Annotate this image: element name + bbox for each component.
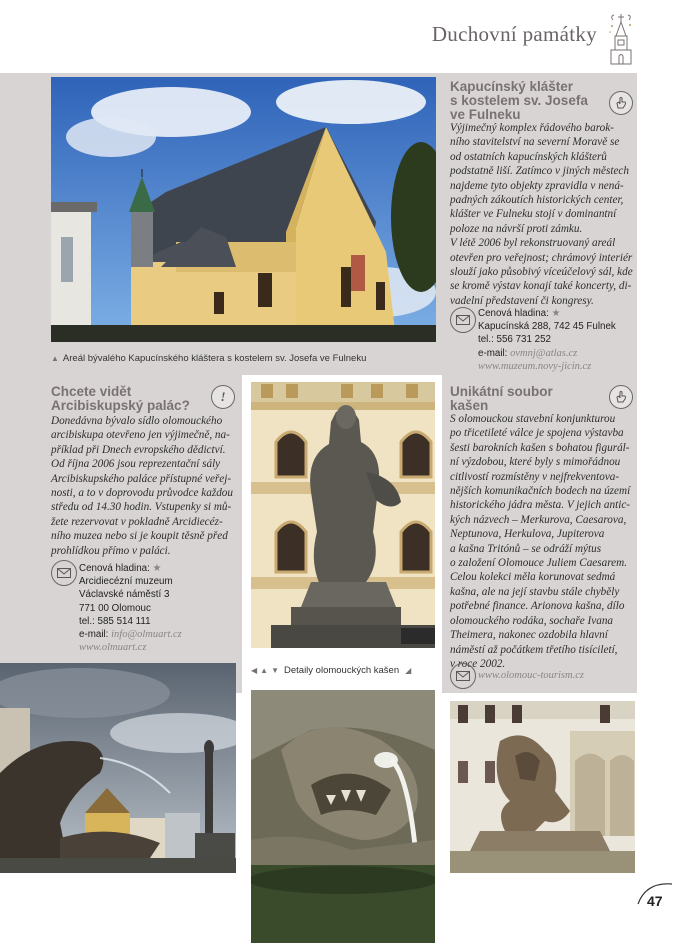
- triangle-up-icon: ▲: [51, 354, 59, 363]
- photo-fountain-detail: [251, 690, 435, 943]
- fountain-caption: ◀ ▲ ▼ Detaily olomouckých kašen ◢: [251, 665, 412, 676]
- article-palace-title: Chcete vidět Arcibiskupský palác?: [51, 384, 190, 413]
- article-fountains-title: Unikátní soubor kašen: [450, 384, 553, 413]
- web-link[interactable]: www.muzeum.novy-jicin.cz: [478, 360, 592, 372]
- envelope-icon: [51, 560, 77, 586]
- article-fulnek-title: Kapucínský klášter s kostelem sv. Josefa ve Fulneku: [450, 79, 588, 122]
- triangle-up-icon: ▲: [260, 666, 269, 675]
- hand-pointer-icon: [609, 385, 633, 409]
- church-emblem-icon: [606, 12, 636, 66]
- hand-pointer-icon: [609, 91, 633, 115]
- page-number: 47: [647, 893, 663, 909]
- triangle-corner-icon: ◢: [405, 666, 412, 675]
- exclamation-icon: !: [211, 385, 235, 409]
- article-palace-contact: Cenová hladina: ★ Arcidiecézní muzeum Václavské náměstí 3 771 00 Olomouc tel.: 585 514 111 e-mail: info@olmuart.cz www.olmuart.cz: [79, 563, 182, 654]
- article-fulnek-body: Výjimečný komplex řádového barok- ního stavitelství na severní Moravě se od ostatních kapucínských klášterů podstatně liší. Zatímco v jiných městech najdeme tyto objekty zpravidla v nená- padných zákoutích historických center, klášter ve Fulneku stojí v dominantní poloze na návrší proti zámku. V létě 2006 byl rekonstruovaný areál otevřen pro veřejnost; chrámový interiér slouží jako působivý víceúčelový sál, kde se kromě výstav konají také koncerty, di- vadelní představení či kongresy.: [450, 122, 633, 307]
- triangle-left-icon: ◀: [251, 666, 258, 675]
- price-star-icon: ★: [152, 563, 162, 574]
- section-title: Duchovní památky: [431, 22, 597, 46]
- photo-horse-fountain: [450, 701, 635, 873]
- email-link[interactable]: info@olmuart.cz: [111, 629, 182, 641]
- email-link[interactable]: ovmnj@atlas.cz: [510, 347, 578, 359]
- envelope-icon: [450, 663, 476, 689]
- article-fulnek-contact: Cenová hladina: ★ Kapucínská 288, 742 45 Fulnek tel.: 556 731 252 e-mail: ovmnj@atlas.cz www.muzeum.novy-jicin.cz: [478, 308, 616, 372]
- photo-fountain-statue: [251, 382, 435, 648]
- web-link[interactable]: www.olomouc-tourism.cz: [478, 670, 584, 681]
- photo-fulnek-church: [51, 77, 436, 342]
- main-photo-caption: ▲ Areál bývalého Kapucínského kláštera s kostelem sv. Josefa ve Fulneku: [51, 353, 367, 364]
- price-star-icon: ★: [551, 308, 561, 319]
- triangle-down-icon: ▼: [271, 666, 279, 675]
- article-palace-body: Donedávna bývalo sídlo olomouckého arcibiskupa otevřeno jen výjimečně, na- příklad při Dnech evropského dědictví. Od října 2006 jsou reprezentační sály Arcibiskupského paláce přístupné veřej- nosti, a to v doprovodu průvodce každou středu od 14.30 hodin. Vstupenky si mů- žete rezervovat v pokladně Arcidiecéz- ního muzea nebo si je koupit těsně před prohlídkou přímo v paláci.: [51, 415, 233, 557]
- article-fountains-contact: [478, 669, 584, 682]
- envelope-icon: [450, 307, 476, 333]
- photo-square-fountain: [0, 663, 236, 873]
- article-fountains-body: S olomouckou stavební konjunkturou po třicetileté válce je spojena výstavba šesti barokních kašen s bohatou figurál- ní výzdobou, které byly s mimořádnou citlivostí rozmístěny v nejfrekventova- nějších komunikačních bodech na území historického jádra města. V jejich antic- kých názvech – Merkurova, Caesarova, Neptunova, Herkulova, Jupiterova a kašna Tritónů – se odráží mýtus o založení Olomouce Juliem Caesarem. Celou kolekci měla korunovat sedmá kašna, ale na její stavbu stále chyběly potřebné finance. Arionova kašna, dílo olomouckého rodáka, sochaře Ivana Theimera, nakonec ozdobila hlavní náměstí až počátkem třetího tisíciletí, v roce 2002.: [450, 413, 631, 670]
- web-link[interactable]: www.olmuart.cz: [79, 642, 147, 654]
